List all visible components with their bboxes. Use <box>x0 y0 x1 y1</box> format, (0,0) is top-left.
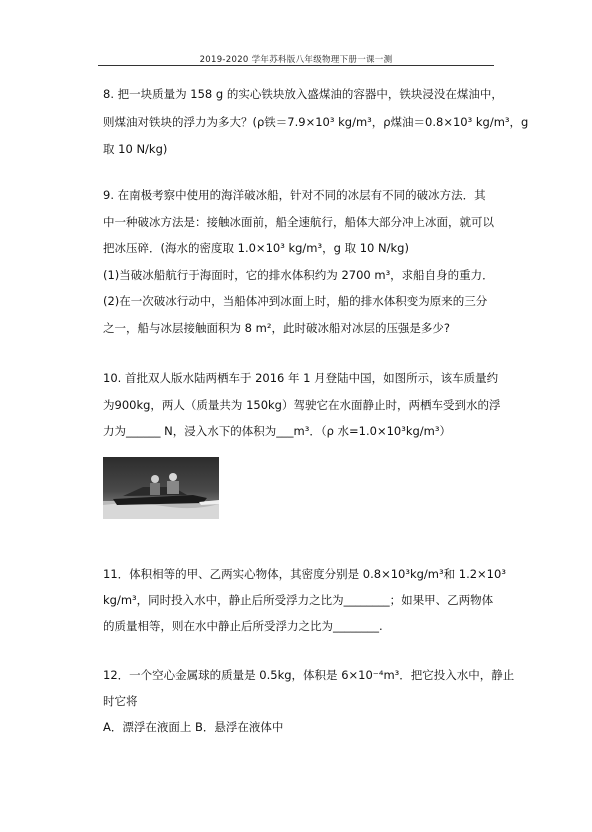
amphibious-vehicle-photo <box>103 457 219 519</box>
question-8-line-1: 8. 把一块质量为 158 g 的实心铁块放入盛煤油的容器中，铁块浸没在煤油中， <box>103 87 503 101</box>
header-divider <box>98 65 494 66</box>
question-10-line-1: 10. 首批双人版水陆两栖车于 2016 年 1 月登陆中国，如图所示，该车质量约 <box>103 371 499 385</box>
question-9-line-5: (2)在一次破冰行动中，当船体冲到冰面上时，船的排水体积变为原来的三分 <box>103 294 488 308</box>
question-9-line-1: 9. 在南极考察中使用的海洋破冰船，针对不同的冰层有不同的破冰方法．其 <box>103 188 486 202</box>
question-12-line-1: 12．一个空心金属球的质量是 0.5kg，体积是 6×10⁻⁴m³．把它投入水中，静止 <box>103 668 515 682</box>
question-12-options: A．漂浮在液面上 B．悬浮在液体中 <box>103 720 284 734</box>
question-10-line-3: 力为______ N，浸入水下的体积为___m³．（ρ 水=1.0×10³kg/m³） <box>103 424 451 438</box>
question-11-line-2: kg/m³，同时投入水中，静止后所受浮力之比为________；如果甲、乙两物体 <box>103 593 494 607</box>
question-9-line-2: 中一种破冰方法是：接触冰面前，船全速航行，船体大部分冲上冰面，就可以 <box>103 215 494 229</box>
question-9-line-3: 把冰压碎．(海水的密度取 1.0×10³ kg/m³，g 取 10 N/kg) <box>103 241 409 255</box>
question-11-line-3: 的质量相等，则在水中静止后所受浮力之比为________. <box>103 619 383 633</box>
question-8-line-2: 则煤油对铁块的浮力为多大？(ρ铁＝7.9×10³ kg/m³，ρ煤油＝0.8×10³ kg/m³，g <box>103 115 529 129</box>
question-12-line-2: 时它将 <box>103 694 138 708</box>
page-header: 2019-2020 学年苏科版八年级物理下册一课一测 <box>199 55 393 65</box>
question-9-line-6: 之一，船与冰层接触面积为 8 m²，此时破冰船对冰层的压强是多少? <box>103 321 451 335</box>
question-10-line-2: 为900kg，两人（质量共为 150kg）驾驶它在水面静止时，两栖车受到水的浮 <box>103 398 501 412</box>
question-9-line-4: (1)当破冰船航行于海面时，它的排水体积约为 2700 m³，求船自身的重力． <box>103 268 494 282</box>
question-8-line-3: 取 10 N/kg) <box>103 142 168 156</box>
question-11-line-1: 11．体积相等的甲、乙两实心物体，其密度分别是 0.8×10³kg/m³和 1.2×10³ <box>103 567 506 581</box>
